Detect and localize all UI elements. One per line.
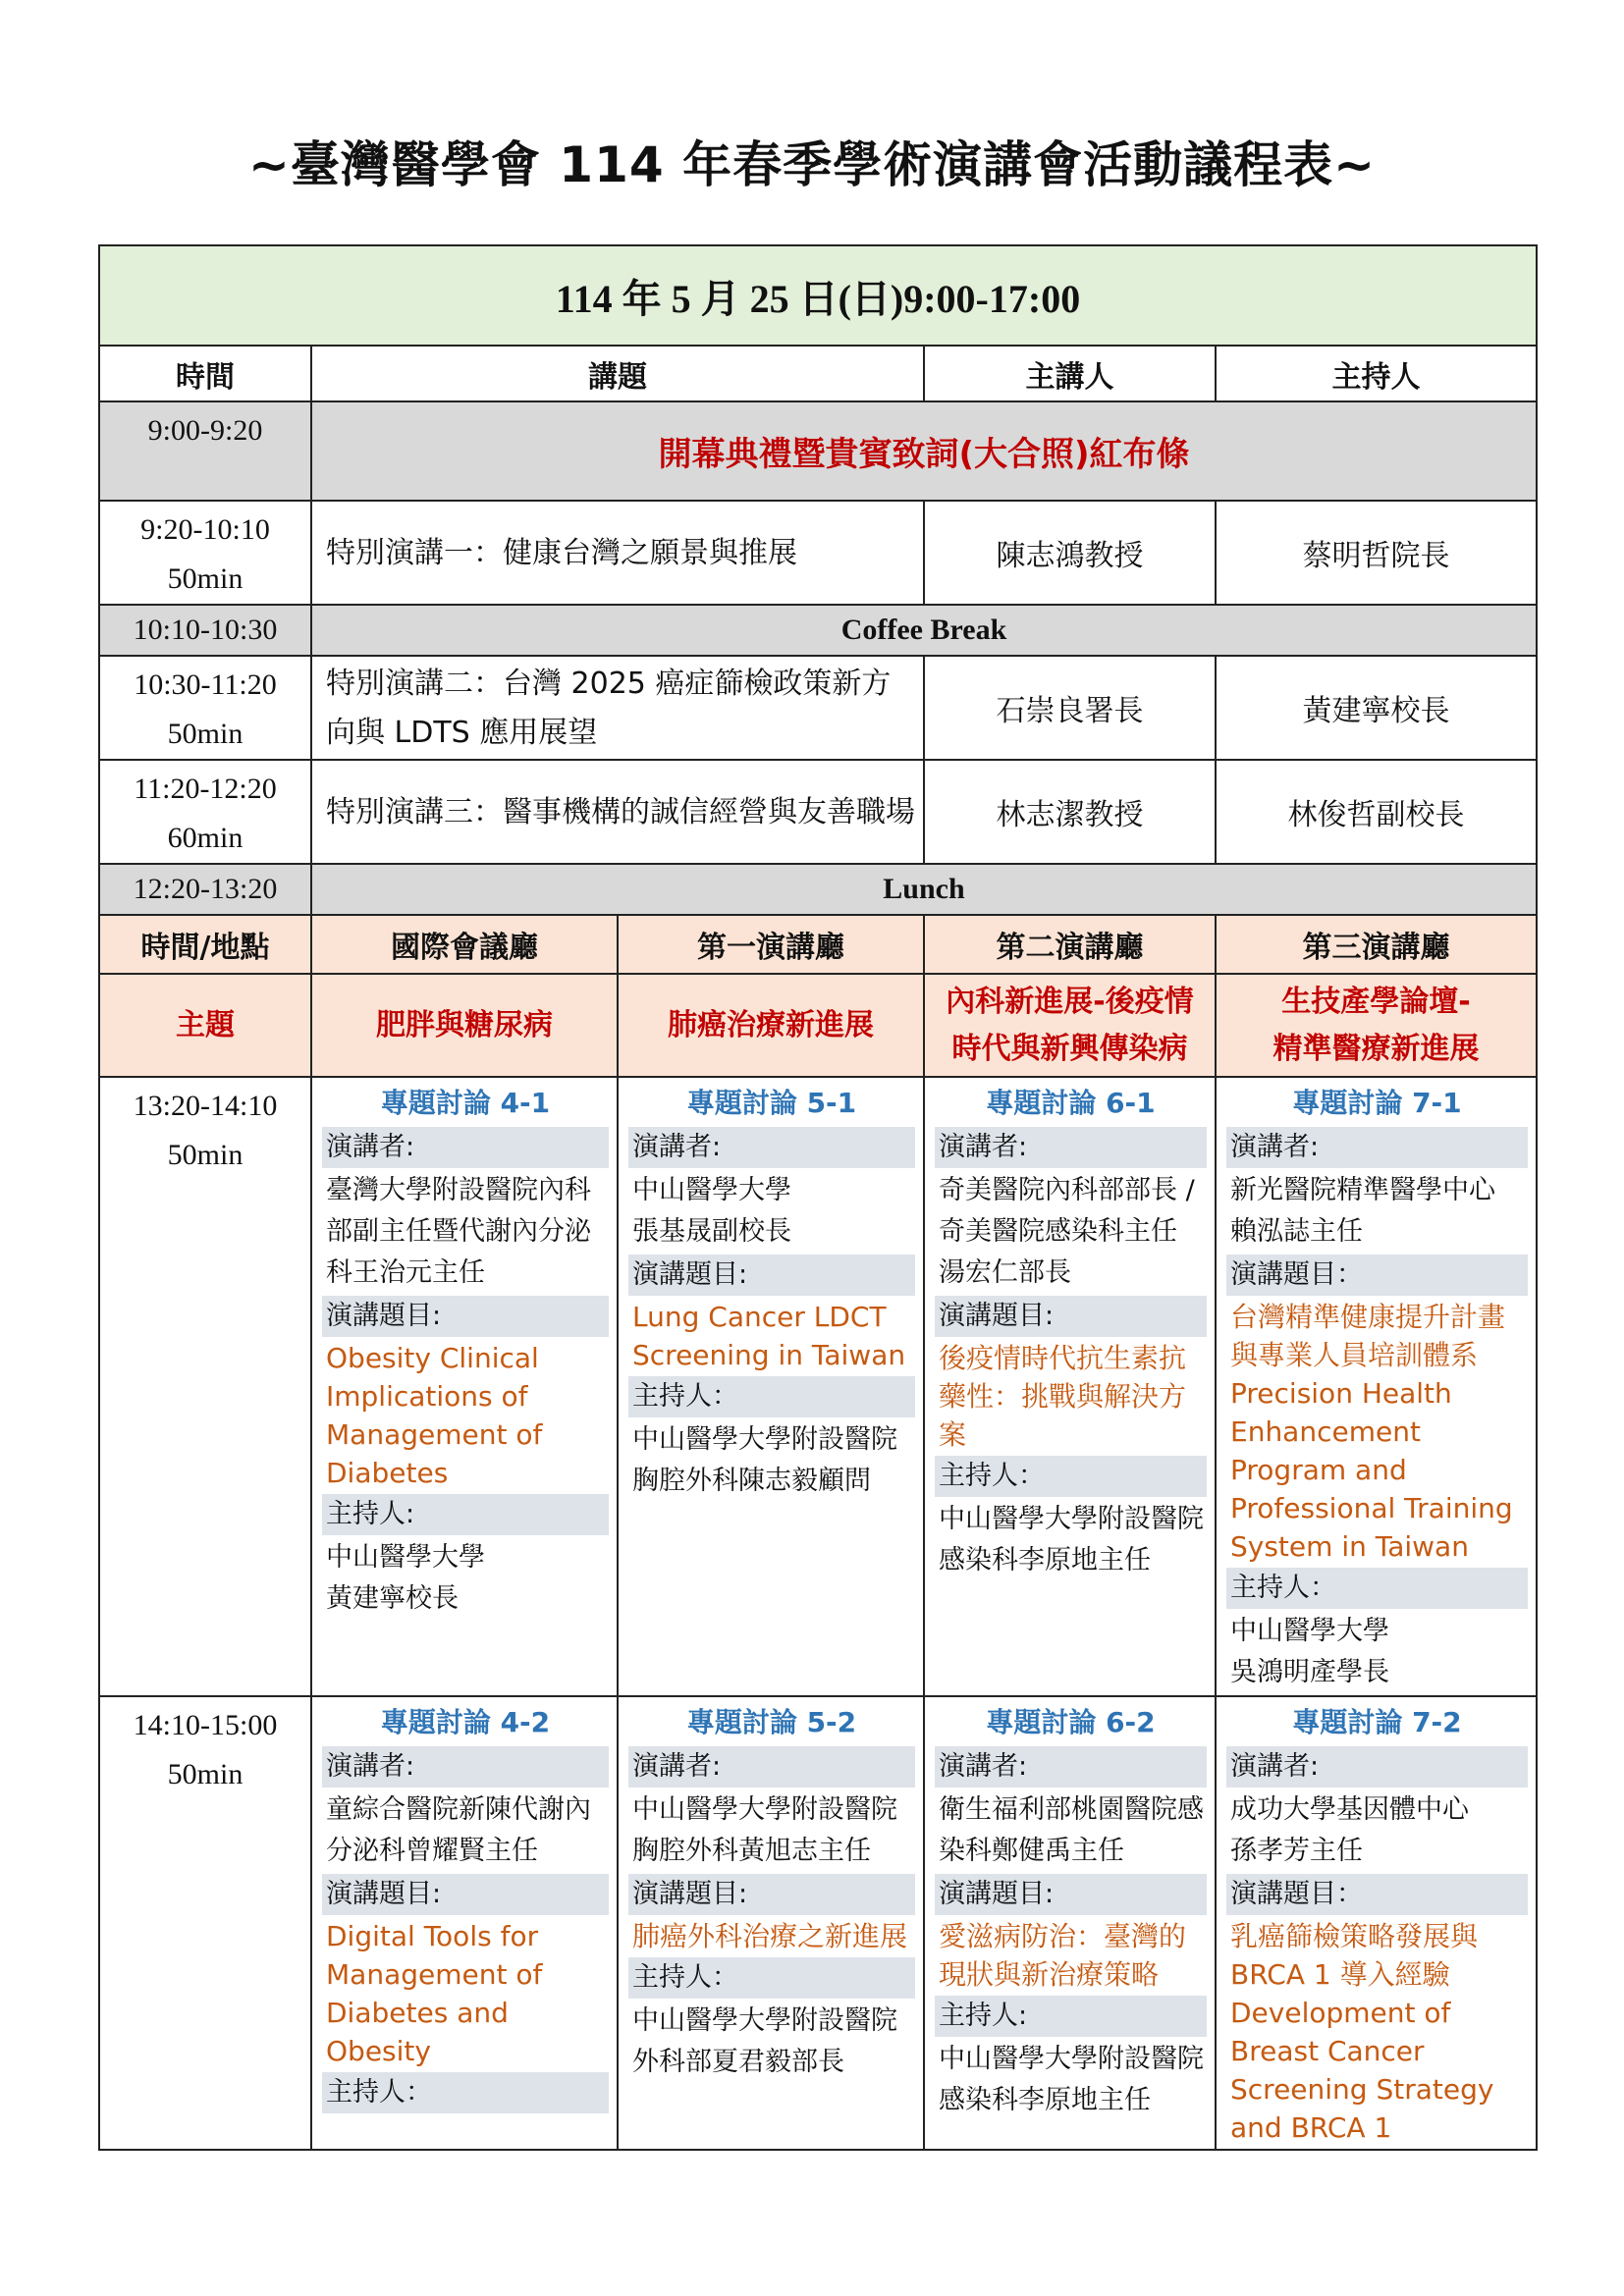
duration: 50min bbox=[167, 1139, 244, 1171]
speaker-label: 演講者: bbox=[935, 1127, 1207, 1168]
time-cell bbox=[99, 760, 311, 864]
session-title: 專題討論 7-1 bbox=[1292, 1087, 1462, 1119]
time-cell bbox=[99, 501, 311, 605]
table-row bbox=[99, 656, 1537, 760]
venue-hall-2: 第二演講廳 bbox=[924, 915, 1216, 974]
col-header-time: 時間 bbox=[99, 346, 311, 401]
duration: 50min bbox=[167, 562, 244, 595]
session-title: 專題討論 4-1 bbox=[380, 1087, 551, 1119]
subject-text: 乳癌篩檢策略發展與 BRCA 1 導入經驗 Development of Breast Cancer Screening Strategy and BRCA 1 bbox=[1230, 1920, 1494, 2144]
host-label: 主持人： bbox=[322, 2072, 609, 2113]
host-label: 主持人： bbox=[628, 1957, 915, 1999]
session-title: 專題討論 7-2 bbox=[1292, 1706, 1462, 1738]
theme-internal-medicine: 內科新進展-後疫情 時代與新興傳染病 bbox=[924, 974, 1216, 1077]
session-row bbox=[99, 1077, 1537, 1696]
theme-row bbox=[99, 974, 1537, 1077]
session-7-1 bbox=[1216, 1077, 1537, 1696]
theme-precision-medicine: 生技產學論壇- 精準醫療新進展 bbox=[1216, 974, 1537, 1077]
time-cell bbox=[99, 656, 311, 760]
session-title: 專題討論 5-1 bbox=[686, 1087, 857, 1119]
session-title: 專題討論 6-2 bbox=[986, 1706, 1156, 1738]
subject-text: 後疫情時代抗生素抗藥性：挑戰與解決方案 bbox=[939, 1342, 1187, 1451]
host-name: 中山醫學大學 黃建寧校長 bbox=[326, 1542, 485, 1614]
subject-label: 演講題目: bbox=[935, 1296, 1207, 1337]
speaker-label: 演講者: bbox=[1226, 1127, 1528, 1168]
duration: 60min bbox=[167, 822, 244, 854]
time-range: 9:20-10:10 bbox=[140, 513, 270, 546]
session-title: 專題討論 6-1 bbox=[986, 1087, 1156, 1119]
session-4-1 bbox=[311, 1077, 618, 1696]
duration: 50min bbox=[167, 718, 244, 750]
table-row bbox=[99, 864, 1537, 915]
venue-label: 時間/地點 bbox=[99, 915, 311, 974]
col-header-host: 主持人 bbox=[1216, 346, 1537, 401]
time-range: 12:20-13:20 bbox=[133, 873, 278, 905]
speaker-name: 中山醫學大學 張基晟副校長 bbox=[632, 1175, 791, 1247]
ceremony-topic: 開幕典禮暨貴賓致詞(大合照)紅布條 bbox=[311, 401, 1537, 501]
speaker-cell: 林志潔教授 bbox=[924, 760, 1216, 864]
theme-label: 主題 bbox=[99, 974, 311, 1077]
subject-text: 愛滋病防治：臺灣的現狀與新治療策略 bbox=[939, 1920, 1187, 1991]
session-7-2 bbox=[1216, 1696, 1537, 2150]
speaker-label: 演講者: bbox=[935, 1746, 1207, 1788]
time-range: 10:10-10:30 bbox=[133, 614, 278, 646]
session-6-1 bbox=[924, 1077, 1216, 1696]
speaker-label: 演講者: bbox=[322, 1746, 609, 1788]
speaker-name: 童綜合醫院新陳代謝內分泌科曾耀賢主任 bbox=[326, 1794, 591, 1866]
session-title: 專題討論 4-2 bbox=[380, 1706, 551, 1738]
col-header-speaker: 主講人 bbox=[924, 346, 1216, 401]
table-row bbox=[99, 760, 1537, 864]
host-label: 主持人： bbox=[628, 1376, 915, 1417]
column-header-row bbox=[99, 346, 1537, 401]
time-range: 13:20-14:10 bbox=[133, 1090, 278, 1122]
host-label: 主持人： bbox=[1226, 1568, 1528, 1609]
host-label: 主持人: bbox=[322, 1494, 609, 1535]
subject-label: 演講題目: bbox=[322, 1296, 609, 1337]
theme-lung-cancer: 肺癌治療新進展 bbox=[618, 974, 924, 1077]
subject-text: Obesity Clinical Implications of Management of Diabetes bbox=[326, 1342, 543, 1489]
table-row bbox=[99, 605, 1537, 656]
host-cell: 黃建寧校長 bbox=[1216, 656, 1537, 760]
host-name: 中山醫學大學附設醫院感染科李原地主任 bbox=[939, 2044, 1204, 2115]
venue-hall-3: 第三演講廳 bbox=[1216, 915, 1537, 974]
topic-cell: 特別演講一：健康台灣之願景與推展 bbox=[311, 501, 924, 605]
host-name: 中山醫學大學附設醫院感染科李原地主任 bbox=[939, 1504, 1204, 1575]
time-range: 9:00-9:20 bbox=[147, 414, 263, 447]
session-4-2 bbox=[311, 1696, 618, 2150]
subject-text: Lung Cancer LDCT Screening in Taiwan bbox=[632, 1301, 906, 1371]
time-cell bbox=[99, 864, 311, 915]
speaker-name: 新光醫院精準醫學中心 賴泓誌主任 bbox=[1230, 1175, 1495, 1247]
speaker-cell: 石崇良署長 bbox=[924, 656, 1216, 760]
time-range: 11:20-12:20 bbox=[134, 773, 277, 805]
subject-label: 演講題目: bbox=[628, 1874, 915, 1915]
date-header-row bbox=[99, 245, 1537, 346]
venue-international-hall: 國際會議廳 bbox=[311, 915, 618, 974]
table-row bbox=[99, 401, 1537, 501]
subject-text: 肺癌外科治療之新進展 bbox=[632, 1920, 908, 1952]
topic-cell: 特別演講二：台灣 2025 癌症篩檢政策新方向與 LDTS 應用展望 bbox=[311, 656, 924, 760]
subject-text: 台灣精準健康提升計畫與專業人員培訓體系 Precision Health Enhancement Program and Professional Training System in Taiwan bbox=[1230, 1301, 1513, 1563]
subject-label: 演講題目: bbox=[628, 1255, 915, 1296]
subject-text: Digital Tools for Management of Diabetes and Obesity bbox=[326, 1920, 543, 2067]
host-label: 主持人: bbox=[935, 1996, 1207, 2037]
session-5-1 bbox=[618, 1077, 924, 1696]
coffee-break: Coffee Break bbox=[311, 605, 1537, 656]
host-name: 中山醫學大學附設醫院外科部夏君毅部長 bbox=[632, 2005, 897, 2077]
table-row bbox=[99, 501, 1537, 605]
topic-cell: 特別演講三：醫事機構的誠信經營與友善職場 bbox=[311, 760, 924, 864]
speaker-name: 中山醫學大學附設醫院胸腔外科黃旭志主任 bbox=[632, 1794, 897, 1866]
session-row bbox=[99, 1696, 1537, 2150]
speaker-name: 臺灣大學附設醫院內科部副主任暨代謝內分泌科王治元主任 bbox=[326, 1175, 591, 1288]
speaker-label: 演講者: bbox=[1226, 1746, 1528, 1788]
host-name: 中山醫學大學 吳鴻明產學長 bbox=[1230, 1616, 1389, 1687]
lunch-break: Lunch bbox=[311, 864, 1537, 915]
host-cell: 林俊哲副校長 bbox=[1216, 760, 1537, 864]
session-6-2 bbox=[924, 1696, 1216, 2150]
speaker-cell: 陳志鴻教授 bbox=[924, 501, 1216, 605]
speaker-label: 演講者: bbox=[322, 1127, 609, 1168]
subject-label: 演講題目: bbox=[322, 1874, 609, 1915]
speaker-label: 演講者: bbox=[628, 1127, 915, 1168]
subject-label: 演講題目： bbox=[1226, 1874, 1528, 1915]
venue-hall-1: 第一演講廳 bbox=[618, 915, 924, 974]
host-cell: 蔡明哲院長 bbox=[1216, 501, 1537, 605]
speaker-name: 奇美醫院內科部部長 / 奇美醫院感染科主任 湯宏仁部長 bbox=[939, 1175, 1195, 1288]
session-5-2 bbox=[618, 1696, 924, 2150]
time-range: 14:10-15:00 bbox=[133, 1709, 278, 1741]
subject-label: 演講題目: bbox=[935, 1874, 1207, 1915]
date-header: 114 年 5 月 25 日(日)9:00-17:00 bbox=[99, 245, 1537, 346]
subject-label: 演講題目： bbox=[1226, 1255, 1528, 1296]
speaker-name: 成功大學基因體中心 孫孝芳主任 bbox=[1230, 1794, 1469, 1866]
duration: 50min bbox=[167, 1758, 244, 1790]
venue-header-row bbox=[99, 915, 1537, 974]
session-title: 專題討論 5-2 bbox=[686, 1706, 857, 1738]
time-cell bbox=[99, 1696, 311, 2150]
theme-obesity-diabetes: 肥胖與糖尿病 bbox=[311, 974, 618, 1077]
time-cell bbox=[99, 1077, 311, 1696]
host-name: 中山醫學大學附設醫院胸腔外科陳志毅顧問 bbox=[632, 1424, 897, 1496]
speaker-name: 衛生福利部桃園醫院感染科鄭健禹主任 bbox=[939, 1794, 1204, 1866]
host-label: 主持人： bbox=[935, 1456, 1207, 1497]
time-cell bbox=[99, 605, 311, 656]
agenda-table bbox=[98, 244, 1538, 2151]
time-cell bbox=[99, 401, 311, 501]
page-title: ~臺灣醫學會 114 年春季學術演講會活動議程表~ bbox=[248, 136, 1376, 193]
time-range: 10:30-11:20 bbox=[134, 668, 277, 701]
speaker-label: 演講者: bbox=[628, 1746, 915, 1788]
col-header-topic: 講題 bbox=[311, 346, 924, 401]
